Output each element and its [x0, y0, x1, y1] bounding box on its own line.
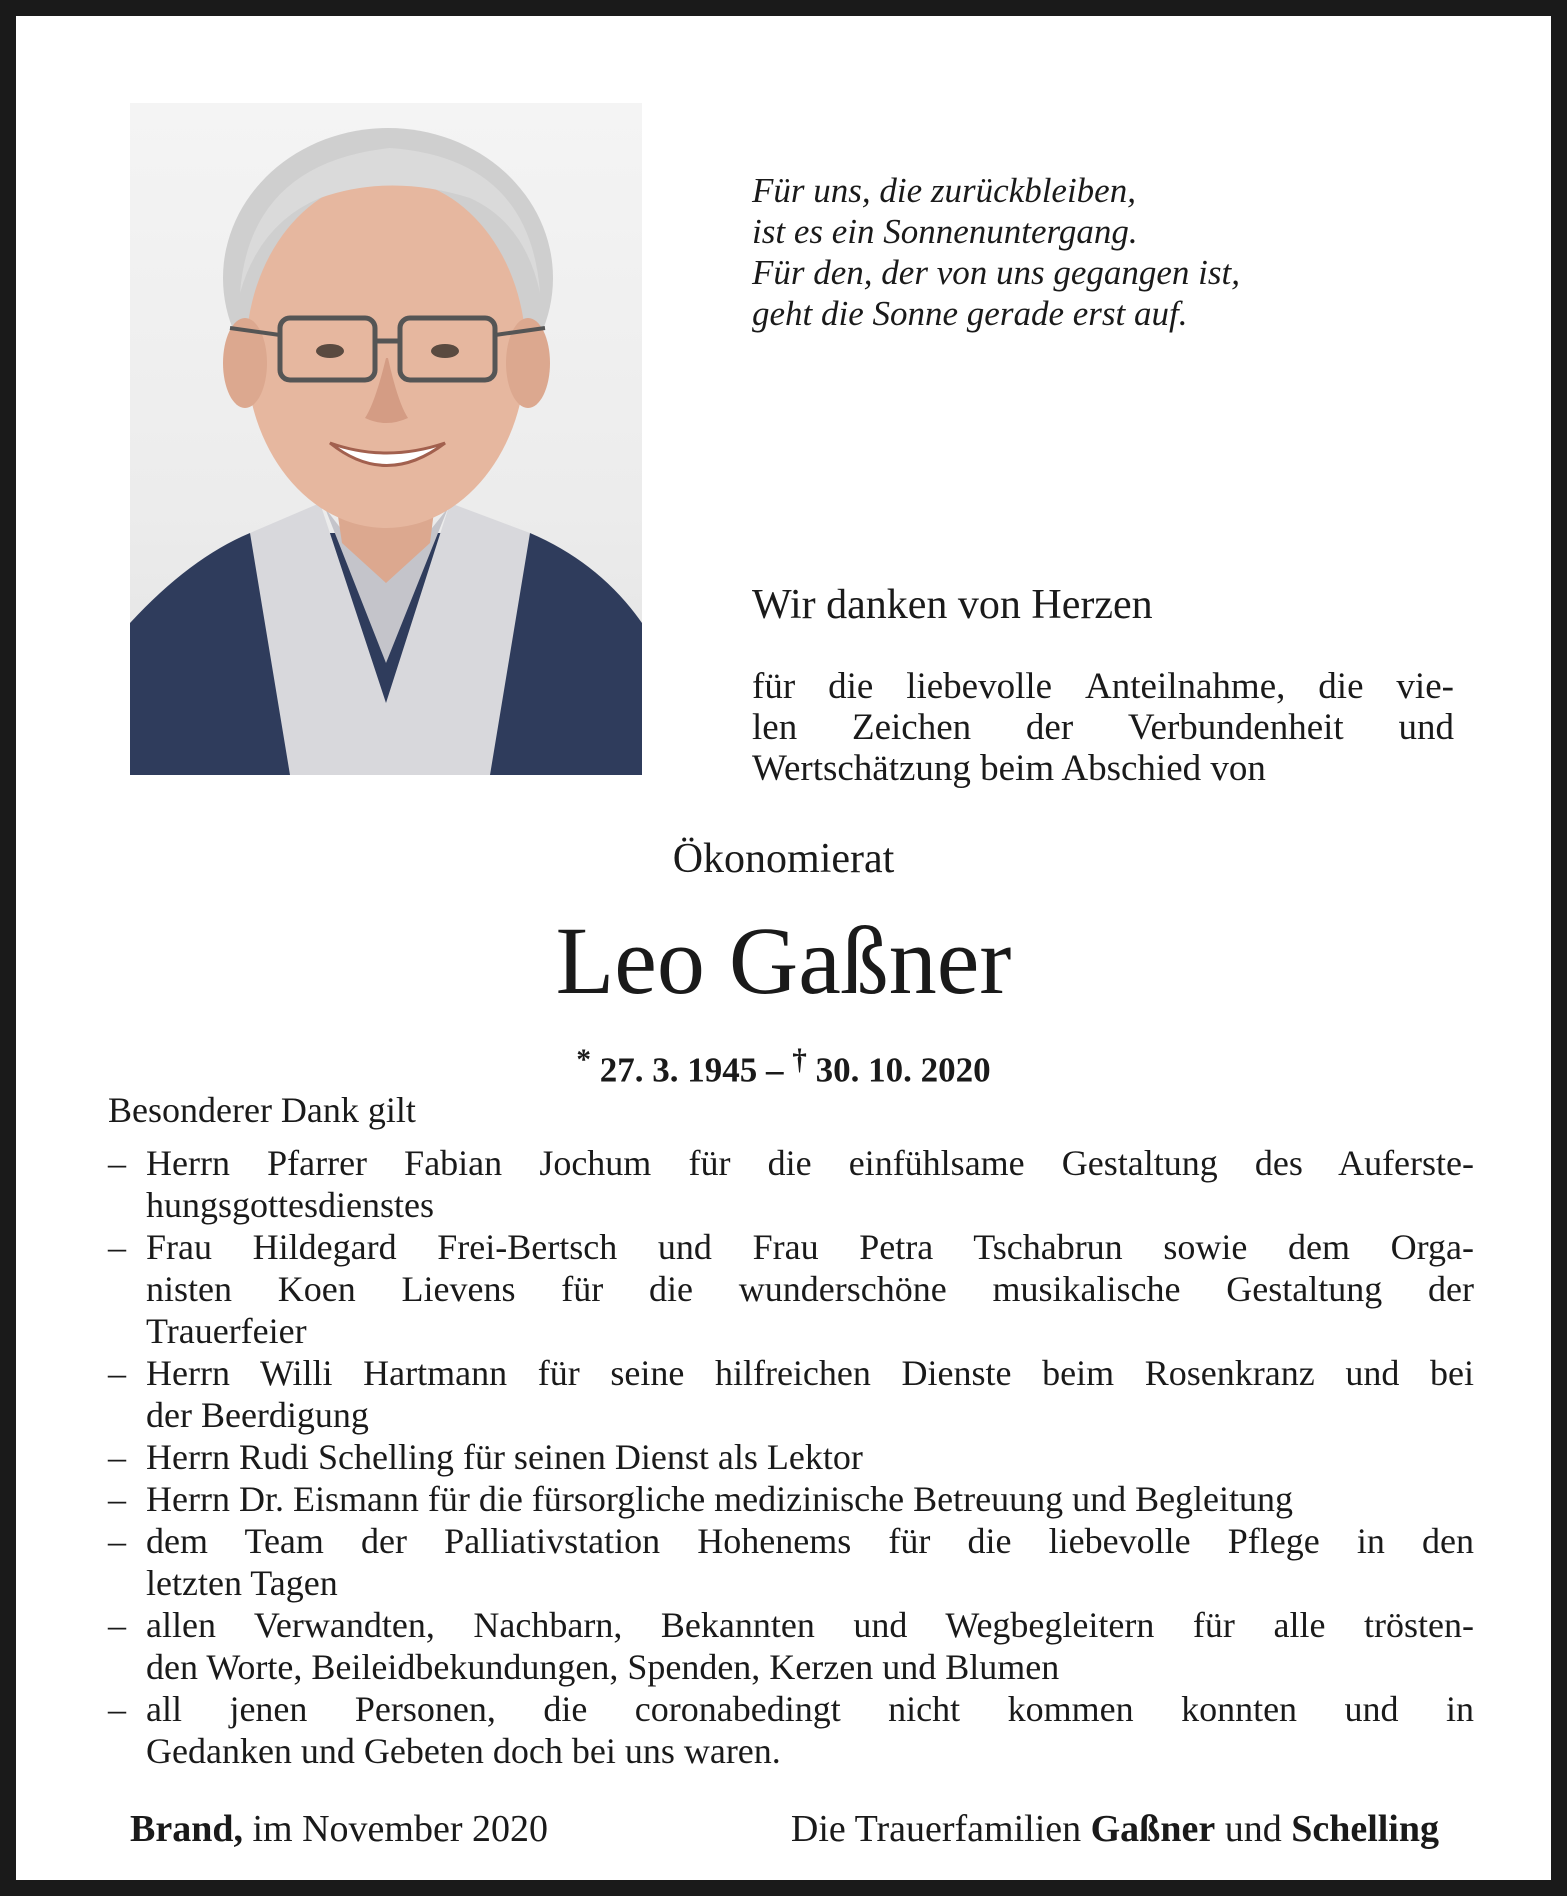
conjunction: und — [1224, 1808, 1282, 1850]
list-dash: – — [108, 1479, 126, 1519]
list-item-line: Gedanken und Gebeten doch bei uns waren. — [146, 1731, 781, 1771]
word: len — [752, 707, 798, 748]
list-dash: – — [108, 1689, 126, 1729]
list-item-line: Herrn Rudi Schelling für seinen Dienst als Lektor — [146, 1437, 863, 1477]
deceased-name: Leo Gaßner — [555, 907, 1012, 1014]
signature-families — [791, 1806, 1439, 1852]
life-dates — [16, 1038, 1551, 1093]
thanks-line: Wertschätzung beim Abschied von — [752, 748, 1266, 789]
word: für — [752, 666, 796, 707]
list-item-line: all jenen Personen, die coronabedingt nicht kommen konnten und in — [146, 1689, 1474, 1729]
word: Verbundenheit — [1127, 707, 1344, 748]
list-item-line: den Worte, Beileidbekundungen, Spenden, Kerzen und Blumen — [146, 1647, 1060, 1687]
list-item — [108, 1226, 1474, 1352]
thanks-line — [752, 666, 1454, 707]
list-item-line: Frau Hildegard Frei-Bertsch und Frau Petra Tschabrun sowie dem Orga- — [146, 1227, 1474, 1267]
list-item — [108, 1604, 1474, 1688]
quote-line: ist es ein Sonnenuntergang. — [752, 212, 1138, 251]
thanks-line — [752, 707, 1454, 748]
birth-mark: * — [576, 1044, 591, 1076]
list-item — [108, 1520, 1474, 1604]
thanks-heading: Wir danken von Herzen — [752, 582, 1153, 628]
word: liebevolle — [906, 666, 1053, 707]
family-name: Schelling — [1291, 1808, 1439, 1850]
date-separator: – — [766, 1050, 784, 1090]
word: vie- — [1396, 666, 1454, 707]
word: die — [828, 666, 874, 707]
list-item — [108, 1478, 1474, 1520]
list-item-line: Herrn Willi Hartmann für seine hilfreichen Dienste beim Rosenkranz und bei — [146, 1353, 1474, 1393]
list-item-line: dem Team der Palliativstation Hohenems für die liebevolle Pflege in den — [146, 1521, 1474, 1561]
list-item — [108, 1142, 1474, 1226]
list-dash: – — [108, 1521, 126, 1561]
list-item-line: letzten Tagen — [146, 1563, 338, 1603]
memorial-quote — [752, 170, 1372, 334]
list-dash: – — [108, 1605, 126, 1645]
death-mark: † — [792, 1044, 807, 1076]
families-prefix: Die Trauerfamilien — [790, 1808, 1082, 1850]
list-item — [108, 1436, 1474, 1478]
word: und — [1398, 707, 1454, 748]
portrait-photo — [130, 103, 642, 775]
special-thanks-heading: Besonderer Dank gilt — [108, 1090, 416, 1130]
list-item-line: Trauerfeier — [146, 1311, 307, 1351]
place-date — [130, 1806, 548, 1852]
word: Zeichen — [851, 707, 972, 748]
list-item-line: Herrn Dr. Eismann für die fürsorgliche medizinische Betreuung und Begleitung — [146, 1479, 1294, 1519]
quote-line: geht die Sonne gerade erst auf. — [752, 294, 1188, 333]
list-item-line: allen Verwandten, Nachbarn, Bekannten und Wegbegleitern für alle trösten- — [146, 1605, 1474, 1645]
word: die — [1318, 666, 1364, 707]
list-dash: – — [108, 1437, 126, 1477]
word: der — [1025, 707, 1074, 748]
place: Brand, — [130, 1808, 243, 1850]
birth-date: 27. 3. 1945 — [599, 1050, 758, 1090]
special-thanks-list — [108, 1142, 1474, 1772]
quote-line: Für uns, die zurückbleiben, — [752, 171, 1136, 210]
list-item-line: der Beerdigung — [146, 1395, 369, 1435]
list-dash: – — [108, 1227, 126, 1267]
list-dash: – — [108, 1353, 126, 1393]
quote-line: Für den, der von uns gegangen ist, — [752, 253, 1240, 292]
death-date: 30. 10. 2020 — [815, 1050, 991, 1090]
honorary-title: Ökonomierat — [672, 836, 895, 882]
list-item-line: hungsgottesdienstes — [146, 1185, 434, 1225]
list-item-line: nisten Koen Lievens für die wunderschöne musikalische Gestaltung der — [146, 1269, 1474, 1309]
list-item-line: Herrn Pfarrer Fabian Jochum für die einfühlsame Gestaltung des Auferste- — [146, 1143, 1474, 1183]
thanks-paragraph — [752, 666, 1454, 789]
list-item — [108, 1688, 1474, 1772]
family-name: Gaßner — [1090, 1808, 1216, 1850]
portrait-illustration — [130, 103, 642, 775]
word: Anteilnahme, — [1085, 666, 1286, 707]
list-dash: – — [108, 1143, 126, 1183]
date: im November 2020 — [252, 1808, 548, 1850]
list-item — [108, 1352, 1474, 1436]
